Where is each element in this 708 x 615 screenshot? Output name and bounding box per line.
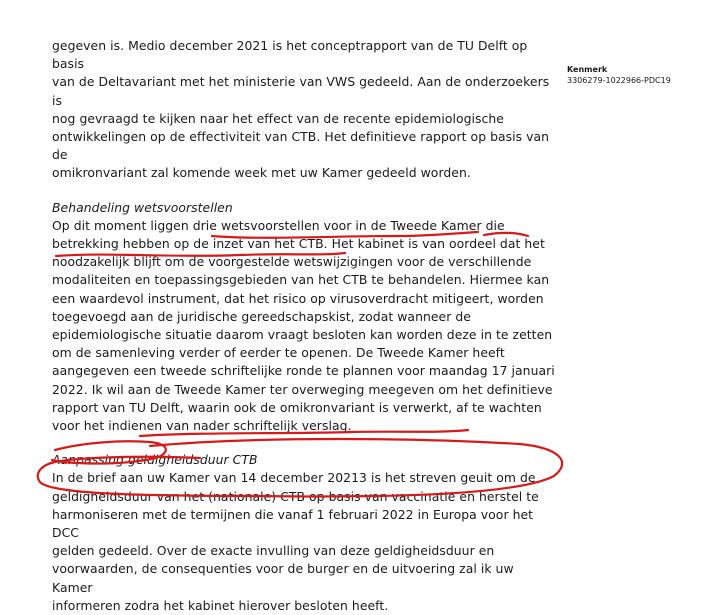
text-line: Op dit moment liggen drie wetsvoorstellen voor in de Tweede Kamer die	[52, 217, 505, 233]
text-line: toegevoegd aan de juridische gereedschapskist, zodat wanneer de	[52, 308, 471, 324]
text-line: noodzakelijk blijft om de voorgestelde wetswijzigingen voor de verschillende	[52, 254, 532, 270]
section-heading-geldigheidsduur: Aanpassing geldigheidsduur CTB	[52, 452, 258, 468]
text-line: nog gevraagd te kijken naar het effect van de recente epidemiologische	[52, 110, 504, 126]
text-line: aangegeven een tweede schriftelijke ronde te plannen voor maandag 17 januari	[52, 363, 555, 379]
text-line: omikronvariant zal komende week met uw Kamer gedeeld worden.	[52, 165, 471, 181]
reference-label: Kenmerk	[567, 65, 608, 74]
paragraph-intro	[52, 37, 557, 183]
text-line: betrekking hebben op de inzet van het CTB. Het kabinet is van oordeel dat het	[52, 236, 545, 252]
text-line: gegeven is. Medio december 2021 is het conceptrapport van de TU Delft op basis	[52, 38, 528, 72]
reference-block	[567, 64, 671, 86]
text-line: modaliteiten en toepassingsgebieden van het CTB te behandelen. Hiermee kan	[52, 272, 550, 288]
text-line: gelden gedeeld. Over de exacte invulling van deze geldigheidsduur en	[52, 543, 495, 559]
text-line: voorwaarden, de consequenties voor de burger en de uitvoering zal ik uw Kamer	[52, 561, 514, 595]
paragraph-wetsvoorstellen	[52, 217, 557, 435]
text-line: In de brief aan uw Kamer van 14 december 20213 is het streven geuit om de	[52, 470, 536, 486]
text-line: ontwikkelingen op de effectiviteit van CTB. Het definitieve rapport op basis van de	[52, 129, 550, 163]
text-line: geldigheidsduur van het (nationale) CTB op basis van vaccinatie en herstel te	[52, 488, 539, 504]
text-line: epidemiologische situatie daarom vraagt besloten kan worden deze in te zetten	[52, 327, 553, 343]
text-line: 2022. Ik wil aan de Tweede Kamer ter overweging meegeven om het definitieve	[52, 381, 553, 397]
paragraph-geldigheidsduur	[52, 469, 557, 615]
reference-number: 3306279-1022966-PDC19	[567, 76, 671, 85]
text-line: om de samenleving verder of eerder te openen. De Tweede Kamer heeft	[52, 345, 505, 361]
letter-body	[52, 37, 557, 615]
section-heading-wetsvoorstellen: Behandeling wetsvoorstellen	[52, 199, 233, 215]
text-line: informeren zodra het kabinet hierover besloten heeft.	[52, 597, 389, 613]
text-line: een waardevol instrument, dat het risico op virusoverdracht mitigeert, worden	[52, 290, 544, 306]
text-line: harmoniseren met de termijnen die vanaf 1 februari 2022 in Europa voor het DCC	[52, 506, 534, 541]
text-line: rapport van TU Delft, waarin ook de omikronvariant is verwerkt, af te wachten	[52, 399, 542, 415]
text-line: van de Deltavariant met het ministerie van VWS gedeeld. Aan de onderzoekers is	[52, 74, 550, 108]
text-line: voor het indienen van nader schriftelijk verslag.	[52, 418, 352, 434]
